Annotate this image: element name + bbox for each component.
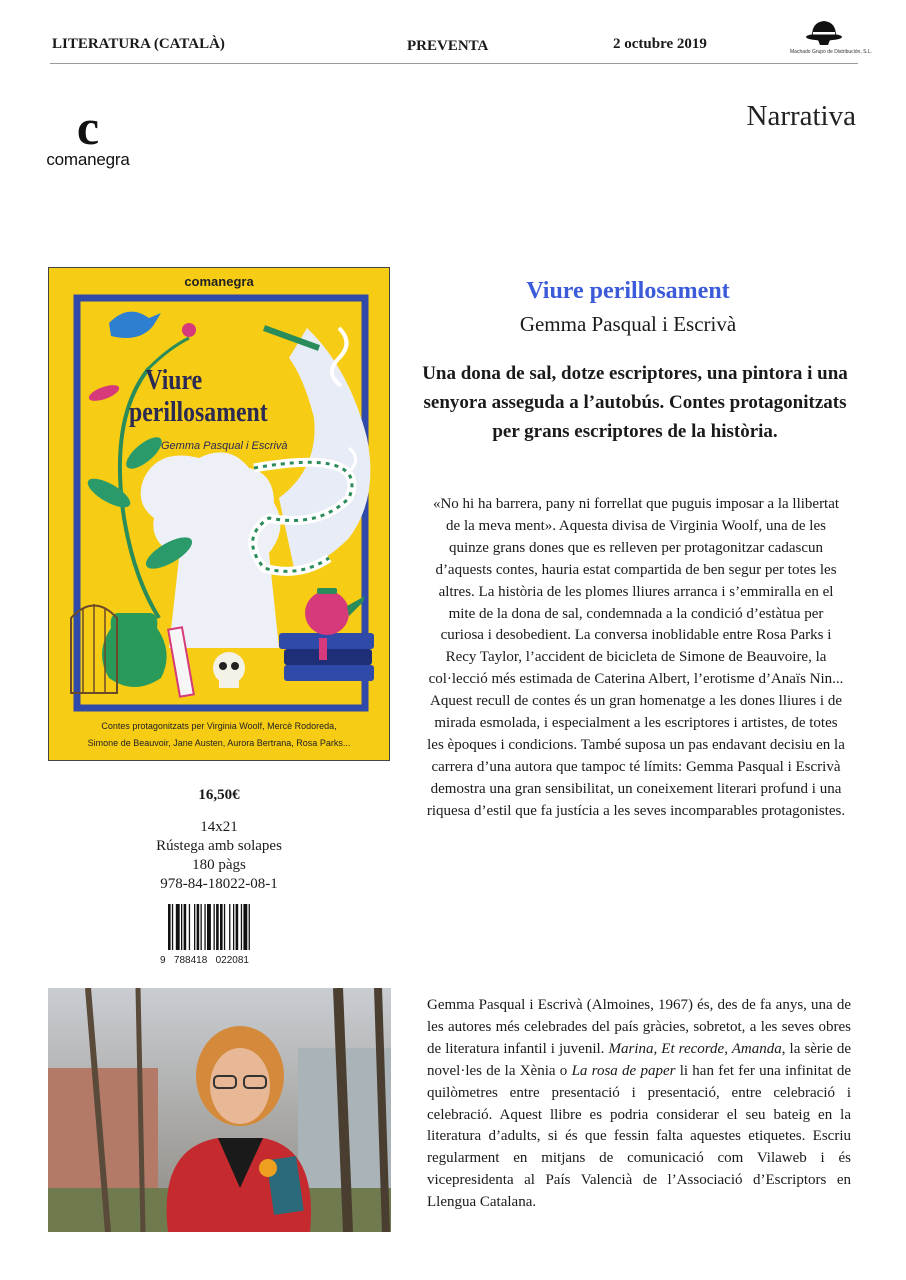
author-photo [48, 988, 391, 1232]
category-label: LITERATURA (CATALÀ) [52, 36, 225, 52]
cover-subtitle-line2: Simone de Beauvoir, Jane Austen, Aurora Bertrana, Rosa Parks... [87, 738, 351, 748]
publisher-name: comanegra [46, 150, 130, 169]
book-cover [48, 267, 390, 761]
presale-label: PREVENTA [407, 38, 489, 54]
cover-title-line1: Viure [145, 364, 203, 396]
bio-text-3: li han fet fer una infinitat de quilòmetres entre presentació i presentació, entre celebració i celebració. Aquest llibre es podria considerar el seu bateig en la literatura d’adults, si és que fessin falta aquestes etiquetes. Escriu regularment en mitjans de comunicació com Vilaweb i és vicepresidenta al País Valencià de l’Associació d’Escriptors en Llengua Catalana. [427, 1062, 851, 1211]
book-synopsis: «No hi ha barrera, pany ni forrellat que puguis imposar a la llibertat de la meva ment». Aquesta divisa de Virginia Woolf, una de les quinze grans dones que es relleven per protagonitzar cadascun d’aquests contes, hauria estat compartida de ben segur per totes les altres. La història de les plomes lliures arranca i s’emmiralla en el mite de la dona de sal, condemnada a la condició d’estàtua per curiosa i desobedient. La conversa inoblidable entre Rosa Parks i Recy Taylor, l’accident de bicicleta de Simone de Beauvoire, la col·lecció més estimada de Caterina Albert, l’erotisme d’Anaïs Nin... Aquest recull de contes és un gran homenatge a les dones lliures i de mirada esmolada, i especialment a les escriptores i artistes, de totes les èpoques i condicions. També suposa un pas endavant decisiu en la carrera d’una autora que tampoc té límits: Gemma Pasqual i Escrivà demostra una gran sensibilitat, un coneixement literari profund i una riquesa d’estil que fa justícia a les seves incomparables protagonistes. [426, 496, 846, 819]
cover-illustration [49, 268, 390, 761]
publisher-logo [36, 99, 140, 170]
barcode [160, 904, 280, 964]
bio-text-2: , la sèrie de novel·les de la Xènia o [427, 1040, 851, 1079]
bio-title-2: La rosa de paper [571, 1062, 676, 1079]
distributor-logo [790, 16, 872, 60]
publisher-logo-letter: c [76, 99, 100, 155]
author-bio [427, 995, 851, 1214]
barcode-digits: 9 788418 022081 [160, 955, 249, 966]
cover-subtitle-line1: Contes protagonitzats per Virginia Woolf, Mercè Rodoreda, [101, 721, 337, 731]
cover-author: Gemma Pasqual i Escrivà [161, 440, 288, 452]
barcode-bars [160, 904, 280, 952]
cover-title-line2: perillosament [129, 396, 268, 428]
book-size: 14x21 [200, 819, 238, 835]
cover-publisher: comanegra [184, 274, 254, 289]
cover-subtitle [49, 718, 389, 752]
book-lead: Una dona de sal, dotze escriptores, una pintora i una senyora asseguda a l’autobús. Contes protagonitzats per grans escriptores de la història. [422, 363, 848, 442]
release-date: 2 octubre 2019 [613, 36, 707, 52]
header-divider [50, 63, 858, 64]
book-isbn: 978-84-18022-08-1 [160, 876, 278, 892]
hat-icon [804, 16, 844, 46]
cover-title [129, 364, 268, 428]
bio-title-1: Marina, Et recorde, Amanda [608, 1040, 782, 1057]
price: 16,50€ [198, 787, 240, 803]
book-pages: 180 pàgs [192, 857, 246, 873]
distributor-name: Machado Grupo de Distribución, S.L. [790, 49, 872, 55]
genre-label: Narrativa [746, 100, 856, 132]
bio-text-1: Gemma Pasqual i Escrivà (Almoines, 1967) és, des de fa anys, una de les autores més celebrades del país gràcies, sobretot, a les seves obres de literatura infantil i juvenil. [427, 997, 851, 1057]
book-title: Viure perillosament [526, 278, 730, 304]
book-binding: Rústega amb solapes [156, 838, 282, 854]
book-specs [48, 818, 390, 894]
book-author: Gemma Pasqual i Escrivà [519, 312, 737, 336]
